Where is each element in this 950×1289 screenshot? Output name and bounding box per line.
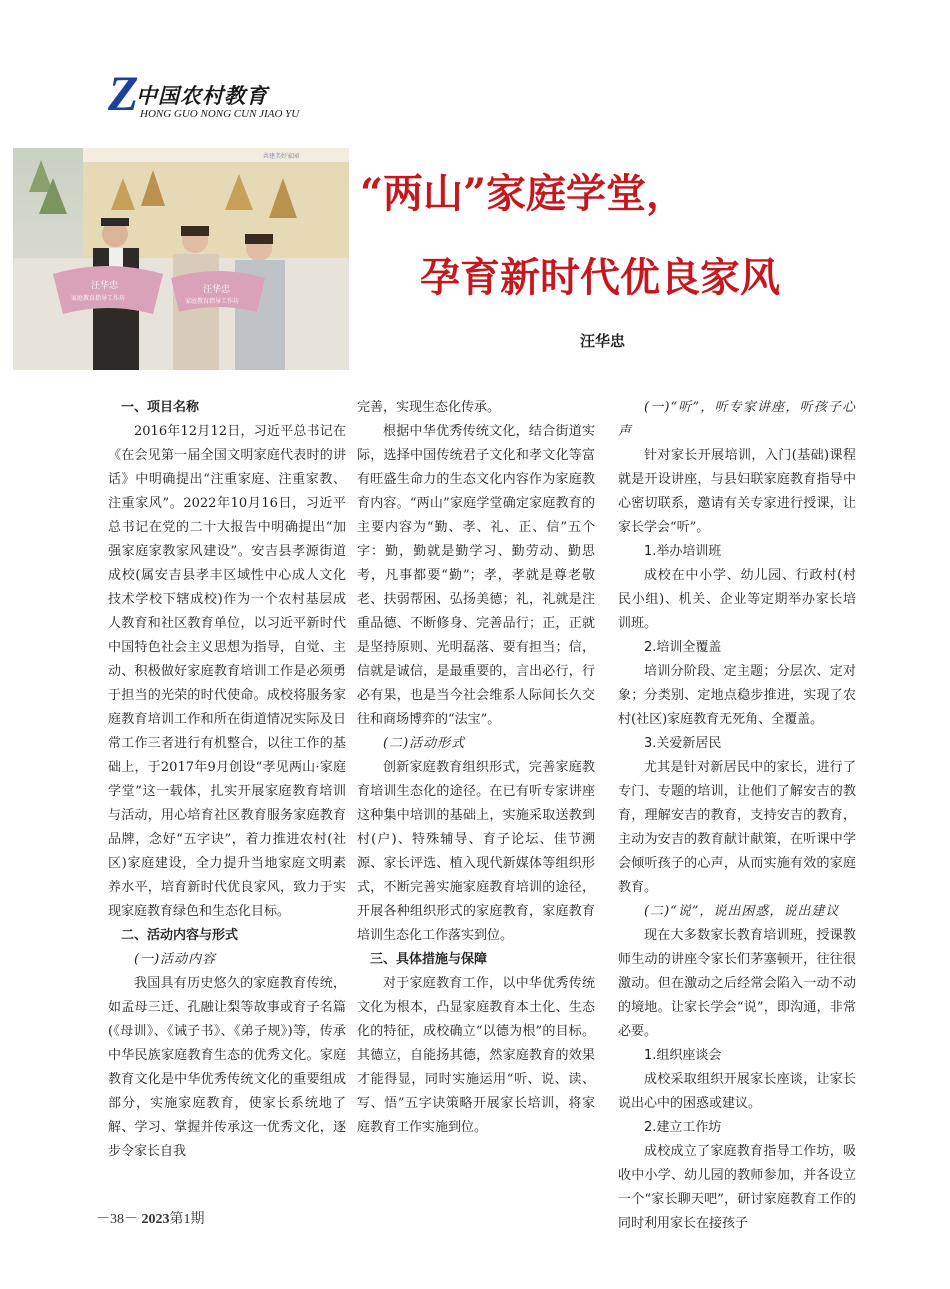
section-heading: 二、活动内容与形式 — [121, 928, 239, 943]
issue-number: 第1期 — [169, 1212, 205, 1227]
page-number: －38－ — [96, 1212, 138, 1227]
paragraph-continued: 完善，实现生态化传承。 — [357, 400, 501, 415]
paragraph: 成校在中小学、幼儿园、行政村(村民小组)、机关、企业等定期举办家长培训班。 — [618, 568, 856, 631]
magazine-title: 中国农村教育 — [136, 83, 268, 108]
text-column-1 — [108, 396, 346, 1164]
paragraph: 对于家庭教育工作，以中华优秀传统文化为根本，凸显家庭教育本土化、生态化的特征，成校确立“以德为根”的目标。其德立，自能扬其德，然家庭教育的效果才能得显，同时实施运用“听、说、读、写、悟”五字诀策略开展家长培训，将家庭教育工作实施到位。 — [357, 976, 595, 1135]
numbered-heading: 2.建立工作坊 — [644, 1120, 722, 1135]
backdrop-text: 共建美好家园 — [263, 153, 300, 160]
subsection-heading: (二)活动形式 — [383, 736, 466, 751]
issue-year: 2023 — [141, 1212, 170, 1227]
paragraph: 创新家庭教育组织形式，完善家庭教育培训生态化的途径。在已有听专家讲座这种集中培训的基础上，实施采取送教到村(户)、特殊辅导、育子论坛、佳节溯源、家长评选、植入现代新媒体等组织形式，不断完善实施家庭教育培训的途径，开展各种组织形式的家庭教育，家庭教育培训生态化工作落实到位。 — [357, 760, 595, 943]
paragraph: 根据中华优秀传统文化，结合街道实际，选择中国传统君子文化和孝文化等富有旺盛生命力的生态文化内容作为家庭教育内容。“两山”家庭学堂确定家庭教育的主要内容为“勤、孝、礼、正、信”五个字：勤，勤就是勤学习、勤劳动、勤思考，凡事都要“勤”；孝，孝就是尊老敬老、扶弱帮困、弘扬美德；礼，礼就是注重品德、不断修身、完善品行；正，正就是坚持原则、光明磊落、要有担当；信，信就是诚信，是最重要的，言出必行，行必有果，也是当今社会维系人际间长久交往和商场博弈的“法宝”。 — [357, 424, 595, 727]
masthead — [108, 65, 408, 128]
paragraph: 成校采取组织开展家长座谈，让家长说出心中的困惑或建议。 — [618, 1072, 856, 1111]
section-heading: 三、具体措施与保障 — [370, 952, 488, 967]
numbered-heading: 1.组织座谈会 — [644, 1048, 722, 1063]
numbered-heading: 2.培训全覆盖 — [644, 640, 722, 655]
masthead-letter: Z — [108, 65, 139, 121]
article-photo — [13, 148, 349, 370]
article-title-line-2: 孕育新时代优良家风 — [420, 254, 780, 301]
paragraph: 培训分阶段、定主题；分层次、定对象；分类别、定地点稳步推进，实现了农村(社区)家庭教育无死角、全覆盖。 — [618, 664, 856, 727]
paragraph: 成校成立了家庭教育指导工作坊，吸收中小学、幼儿园的教师参加，并各设立一个“家长聊天吧”，研讨家庭教育工作的同时利用家长在接孩子 — [618, 1144, 856, 1231]
paragraph: 针对家长开展培训，入门(基础)课程就是开设讲座，与县妇联家庭教育指导中心密切联系，邀请有关专家进行授课，让家长学会“听”。 — [618, 448, 856, 535]
section-heading: 一、项目名称 — [121, 400, 200, 415]
subsection-heading: (一)“听”，听专家讲座，听孩子心声 — [618, 400, 856, 439]
paragraph: 2016年12月12日，习近平总书记在《在会见第一届全国文明家庭代表时的讲话》中明确提出“注重家庭、注重家教、注重家风”。2022年10月16日，习近平总书记在党的二十大报告中明确提出“加强家庭家教家风建设”。安吉县孝源街道成校(属安吉县孝丰区域性中心成人文化技术学校下辖成校)作为一个农村基层成人教育和社区教育单位，以习近平新时代中国特色社会主义思想为指导，自觉、主动、积极做好家庭教育培训工作是必须勇于担当的光荣的时代使命。成校将服务家庭教育培训工作和所在街道情况实际及日常工作三者进行有机整合，以往工作的基础上，于2017年9月创设“孝见两山·家庭学堂”这一载体，扎实开展家庭教育培训与活动，用心培育社区教育服务家庭教育品牌，念好“五字诀”，着力推进农村(社区)家庭建设，全力提升当地家庭文明素养水平，培育新时代优良家风，致力于实现家庭教育绿色和生态化目标。 — [108, 424, 346, 919]
banner-mid-name: 汪华忠 — [203, 285, 231, 295]
paragraph: 现在大多数家长教育培训班，授课教师生动的讲座令家长们茅塞顿开，往往很激动。但在激动之后经常会陷入一动不动的境地。让家长学会“说”，即沟通，非常必要。 — [618, 928, 856, 1039]
numbered-heading: 1.举办培训班 — [644, 544, 722, 559]
subsection-heading: (一)活动内容 — [134, 952, 217, 967]
subsection-heading: (二)“说”，说出困惑，说出建议 — [644, 904, 840, 919]
article-title-line-1: “两山”家庭学堂， — [360, 170, 687, 217]
numbered-heading: 3.关爱新居民 — [644, 736, 722, 751]
text-column-2 — [357, 396, 595, 1140]
banner-mid-sub: 家庭教育指导工作坊 — [185, 298, 240, 305]
paragraph: 我国具有历史悠久的家庭教育传统，如孟母三迁、孔融让梨等故事或育子名篇(《母训》、《诫子书》、《弟子规》)等，传承中华民族家庭教育生态的优秀文化。家庭教育文化是中华优秀传统文化的重要组成部分，实施家庭教育，使家长系统地了解、学习、掌握并传承这一优秀文化，逐步令家长自我 — [108, 976, 346, 1159]
paragraph: 尤其是针对新居民中的家长，进行了专门、专题的培训，让他们了解安吉的教育，理解安吉的教育，支持安吉的教育，主动为安吉的教育献计献策，在听课中学会倾听孩子的心声，从而实施有效的家庭教育。 — [618, 760, 856, 895]
photo-illustration — [13, 148, 349, 370]
magazine-pinyin: HONG GUO NONG CUN JIAO YU — [140, 108, 300, 120]
banner-left-name: 汪华忠 — [91, 281, 119, 291]
page-footer — [96, 1208, 205, 1228]
article-author: 汪华忠 — [580, 332, 626, 350]
banner-left-sub: 家庭教育指导工作坊 — [71, 295, 126, 302]
text-column-3 — [618, 396, 856, 1236]
